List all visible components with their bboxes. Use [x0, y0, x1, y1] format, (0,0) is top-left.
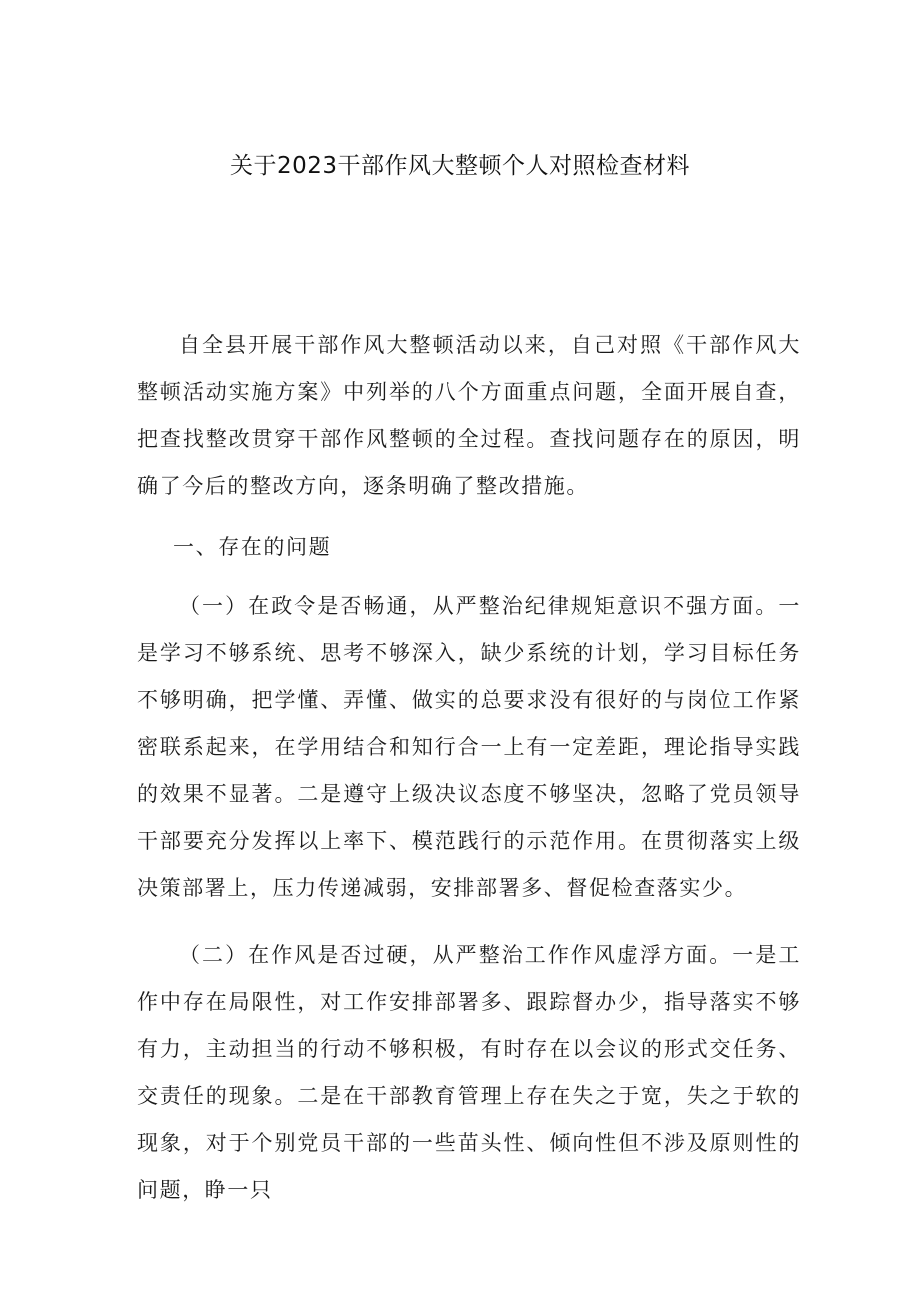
issue-paragraph-1: （一）在政令是否畅通，从严整治纪律规矩意识不强方面。一是学习不够系统、思考不够深入，缺少系统的计划，学习目标任务不够明确，把学懂、弄懂、做实的总要求没有很好的与岗位工作紧密联系起来，在学用结合和知行合一上有一定差距，理论指导实践的效果不显著。二是遵守上级决议态度不够坚决，忽略了党员领导干部要充分发挥以上率下、模范践行的示范作用。在贯彻落实上级决策部署上，压力传递减弱，安排部署多、督促检查落实少。 [137, 594, 801, 900]
section-heading: 一、存在的问题 [173, 535, 332, 559]
document-title: 关于2023干部作风大整顿个人对照检查材料 [229, 153, 691, 179]
intro-paragraph: 自全县开展干部作风大整顿活动以来，自己对照《干部作风大整顿活动实施方案》中列举的八个方面重点问题，全面开展自查，把查找整改贯穿干部作风整顿的全过程。查找问题存在的原因，明确了今后的整改方向，逐条明确了整改措施。 [137, 333, 801, 498]
issue-paragraph-2: （二）在作风是否过硬，从严整治工作作风虚浮方面。一是工作中存在局限性，对工作安排部署多、跟踪督办少，指导落实不够有力，主动担当的行动不够积极，有时存在以会议的形式交任务、交责任的现象。二是在干部教育管理上存在失之于宽，失之于软的现象，对于个别党员干部的一些苗头性、倾向性但不涉及原则性的问题，睁一只 [137, 943, 801, 1202]
